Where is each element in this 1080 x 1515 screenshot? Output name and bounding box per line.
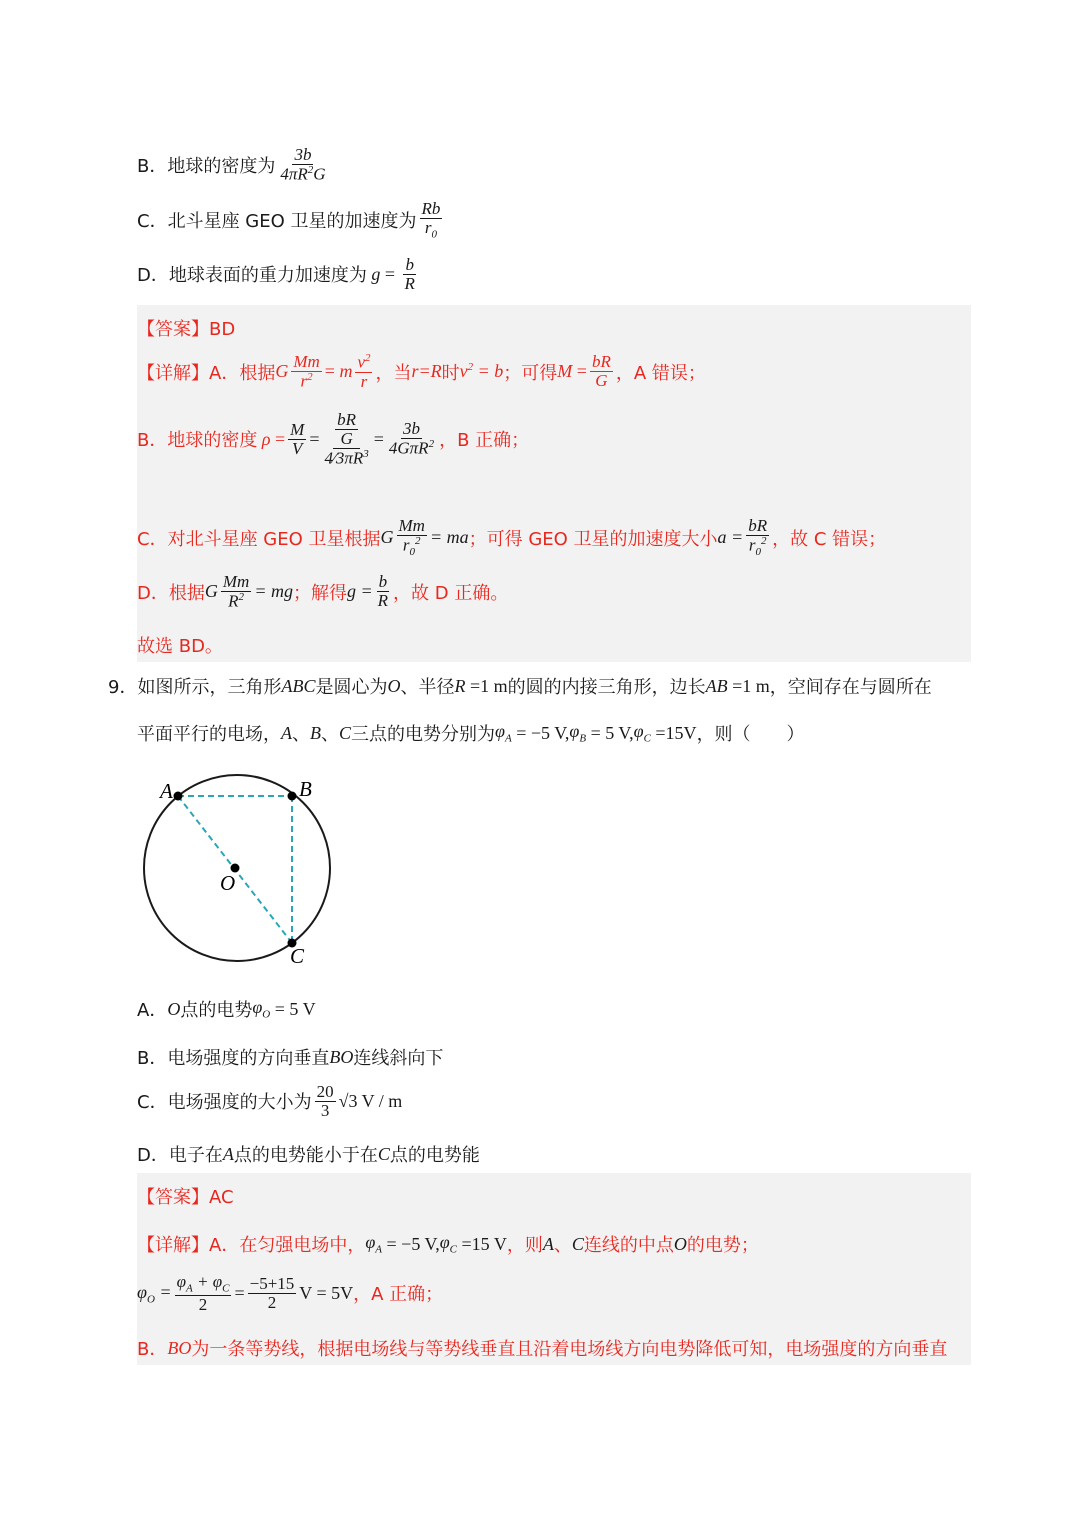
q9-line1: 9．如图所示，三角形 ABC 是圆心为 O 、半径 R =1 m 的圆的内接三角形，边长 AB =1 m ，空间存在与圆所在	[108, 673, 932, 699]
text: 为一条等势线，根据电场线与等势线垂直且沿着电场线方向电势降低可知，电场强度的方向垂直	[191, 1339, 948, 1360]
text: 三点的电势分别为	[351, 724, 496, 745]
text: B．电场强度的方向垂直	[137, 1048, 330, 1069]
text: 、半径	[400, 677, 455, 698]
option-text: C．北斗星座 GEO 卫星的加速度为	[137, 211, 417, 233]
detail-a: 【详解】 A．在匀强电场中， $\varphi_A$ = −5 V, $\varphi_C$ =15 V ，则 A 、 C 连线的中点 O 的电势；	[137, 1232, 759, 1256]
q8-option-c	[137, 200, 445, 241]
fraction: $\frac{3b}{4\pi R^2G}$	[280, 145, 326, 184]
point-b	[288, 792, 297, 801]
text: D．电子在	[137, 1145, 223, 1166]
conclusion: 故选 BD。	[137, 636, 223, 657]
text: ，A 正确；	[353, 1284, 444, 1306]
text: 是圆心为	[315, 677, 388, 698]
answer-label: 【答案】AC	[137, 1187, 234, 1208]
text: 的圆的内接三角形，边长	[507, 677, 706, 698]
detail-d: D．根据 G $\frac{Mm}{R^2}$ = mg ；解得 g = $\frac{b}{R}$ ，故 D 正确。	[137, 572, 509, 611]
text: 连线斜向下	[353, 1048, 444, 1069]
fraction: $\frac{Rb}{r_0}$	[421, 199, 441, 241]
q9-answer-box	[137, 1173, 971, 1365]
text: A．	[137, 1000, 168, 1021]
detail-c: C．对北斗星座 GEO 卫星根据 G $\frac{Mm}{r_0^2}$ = ma ；可得 GEO 卫星的加速度大小 a = $\frac{bR}{r_0^2}$ ，故 C 错误；	[137, 516, 887, 558]
text: ，B 正确；	[439, 430, 530, 452]
text: ，则	[506, 1235, 543, 1256]
detail-a-formula: $\varphi_O$ = $\frac{\varphi_A + \varphi_C}{2}$ = $\frac{-5+15}{2}$ V = 5V ，A 正确；	[137, 1272, 444, 1314]
detail-b: B． BO 为一条等势线，根据电场线与等势线垂直且沿着电场线方向电势降低可知，电场强度的方向垂直	[137, 1335, 947, 1361]
point-a	[174, 792, 183, 801]
text: ，空间存在与圆所在	[769, 677, 932, 698]
text: 连线的中点	[583, 1235, 674, 1256]
text: C．电场强度的大小为	[137, 1092, 312, 1114]
text: ，故 D 正确。	[393, 582, 509, 604]
option-text: B．地球的密度为	[137, 155, 276, 177]
text: 点的电势	[180, 1000, 253, 1021]
text: ，故 C 错误；	[772, 528, 887, 550]
label-b: B	[299, 777, 312, 801]
label-a: A	[160, 779, 173, 803]
detail-b: B．地球的密度 ρ = $\frac{M}{V}$ = $\frac{\frac{bR}{G}}{4⁄3\pi R^3}$ = $\frac{3b}{4G\pi R^2}$ ，B 正确；	[137, 410, 530, 468]
option-text: D．地球表面的重力加速度为	[137, 265, 367, 287]
text: ，A 错误；	[615, 362, 706, 384]
q9-option-d: D．电子在 A 点的电势能小于在 C 点的电势能	[137, 1141, 480, 1167]
text: 点的电势能小于在	[233, 1145, 378, 1166]
answer-label: 【答案】BD	[137, 319, 236, 340]
label-c: C	[290, 944, 305, 968]
q9-option-c: C．电场强度的大小为 $\frac{20}{3}$ √3 V / m	[137, 1082, 403, 1120]
text: ；可得	[503, 362, 558, 384]
label-o: O	[220, 871, 236, 895]
text: ，则（ ）	[696, 724, 805, 745]
text: 时	[441, 362, 460, 384]
text: 平面平行的电场，	[137, 724, 281, 745]
q9-line2: 平面平行的电场， A 、 B 、 C 三点的电势分别为 $\varphi_A$ = −5 V, $\varphi_B$ = 5 V, $\varphi_C$ =15V ，则（ ）	[137, 721, 805, 745]
fraction: $\frac{b}{R}$	[404, 255, 415, 293]
text: D．根据	[137, 582, 205, 604]
text: 9．如图所示，三角形	[108, 677, 282, 698]
text: 的电势；	[686, 1235, 759, 1256]
detail-tag: 【详解】	[137, 362, 209, 384]
q9-option-a: A． O 点的电势 $\varphi_O$ = 5 V	[137, 997, 316, 1021]
text: B．地球的密度	[137, 430, 258, 452]
detail-tag: 【详解】	[137, 1235, 209, 1256]
text: C．对北斗星座 GEO 卫星根据	[137, 528, 381, 550]
text: ，当	[375, 362, 412, 384]
detail-a: 【详解】 A．根据 G $\frac{Mm}{r^2}$ = m $\frac{v^2}{r}$ ，当 r=R 时 $v^2 = b$ ；可得 M = $\frac{bR}{G}$ ，A 错误；	[137, 352, 706, 391]
q9-option-b: B．电场强度的方向垂直 BO 连线斜向下	[137, 1044, 443, 1070]
q8-answer-box	[137, 305, 971, 662]
text: ；解得	[292, 582, 347, 604]
circle-figure	[135, 770, 345, 970]
text: A．根据	[209, 362, 276, 384]
q8-option-d: D．地球表面的重力加速度为 g = $\frac{b}{R}$	[137, 255, 415, 293]
text: 点的电势能	[389, 1145, 480, 1166]
q8-option-b	[137, 146, 331, 183]
text: ；可得 GEO 卫星的加速度大小	[468, 528, 718, 550]
text: A．在匀强电场中，	[209, 1235, 366, 1256]
